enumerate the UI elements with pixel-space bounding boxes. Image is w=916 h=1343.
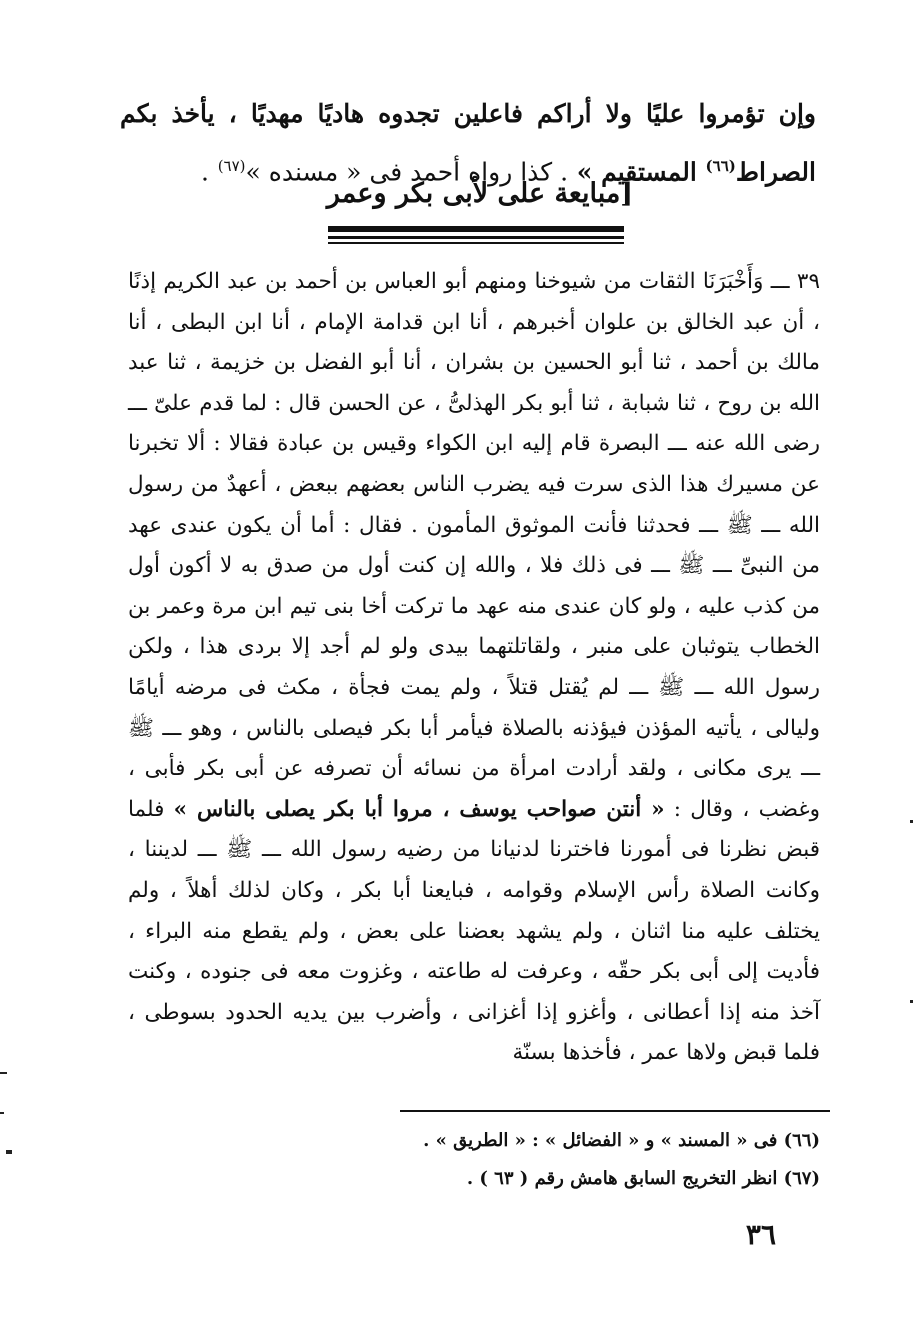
margin-mark (0, 1072, 7, 1074)
footnote-67: (٦٧) انظر التخريج السابق هامش رقم ( ٦٣ ) . (466, 1168, 820, 1189)
section-heading: [مبايعة على لأبى بكر وعمر (326, 178, 634, 209)
margin-mark (910, 1000, 913, 1003)
footnote-ref-66[interactable]: (٦٦) (705, 157, 736, 175)
page-number: ٣٦ (745, 1218, 776, 1251)
hadith-39-continuation: فلما قبض نظرنا فى أمورنا فاخترنا لدنيانا من رضيه رسول الله ـــ ﷺ ـــ لديننا ، وكانت الصلاة رأس الإسلام وقوامه ، فبايعنا أبا بكر ، وكان لذلك أهلاً ، ولم يختلف عليه منا اثنان ، ولم يشهد بعضنا على بعض ، ولم يقطع منه البراء ، فأديت إلى أبى بكر حقّه ، وعرفت له طاعته ، وغزوت معه فى جنوده ، وكنت آخذ منه إذا أعطانى ، وأغزو إذا أغزانى ، وأضرب بين يديه الحدود بسوطى ، فلما قبض ولاها عمر ، فأخذها بسنّة (128, 796, 820, 1066)
hadith-line-2-end: . (201, 157, 209, 187)
hadith-line-2-bold: المستقيم » (576, 157, 697, 187)
margin-mark (6, 1150, 12, 1154)
footnote-66: (٦٦) فى « المسند » و « الفضائل » : « الطريق » . (423, 1130, 820, 1151)
margin-mark (910, 820, 913, 823)
hadith-line-1: وإن تؤمروا عليًا ولا أراكم فاعلين تجدوه هاديًا مهديًا ، يأخذ بكم الصراط (120, 99, 816, 187)
footnotes (300, 1122, 820, 1198)
footnote-ref-67[interactable]: (٦٧) (217, 157, 246, 175)
margin-mark (0, 1112, 4, 1114)
hadith-line-2-source: . كذا رواه أحمد فى « مسنده » (245, 157, 569, 187)
hadith-39-body (128, 262, 820, 1074)
prophet-quote: « أنتن صواحب يوسف ، مروا أبا بكر يصلى بالناس » (173, 796, 665, 822)
heading-double-rule (328, 226, 624, 246)
hadith-39-narration: ٣٩ ـــ وَأَخْبَرَنَا الثقات من شيوخنا ومنهم أبو العباس بن أحمد بن عبد الكريم إذنًا ، أن عبد الخالق بن علوان أخبرهم ، أنا ابن قدامة الإمام ، أنا ابن البطى ، أنا مالك بن أحمد ، ثنا أبو الحسين بن بشران ، أنا أبو الفضل بن خزيمة ، ثنا عبد الله بن روح ، ثنا شبابة ، ثنا أبو بكر الهذلىُّ ، عن الحسن قال : لما قدم علىّ ـــ رضى الله عنه ـــ البصرة قام إليه ابن الكواء وقيس بن عبادة فقالا : ألا تخبرنا عن مسيرك هذا الذى سرت فيه يضرب الناس بعضهم ببعض ، أعهدٌ من رسول الله ـــ ﷺ ـــ فحدثنا فأنت الموثوق المأمون . فقال : أما أن يكون عندى عهد من النبىِّ ـــ ﷺ ـــ فى ذلك فلا ، والله إن كنت أول من صدق به لا أكون أول من كذب عليه ، ولو كان عندى منه عهد ما تركت أخا بنى تيم ابن مرة وعمر بن الخطاب يتوثبان على منبر ، ولقاتلتهما بيدى ولو لم أجد إلا بردى هذا ، ولكن رسول الله ـــ ﷺ ـــ لم يُقتل قتلاً ، ولم يمت فجأة ، مكث فى مرضه أيامًا وليالى ، يأتيه المؤذن فيؤذنه بالصلاة فيأمر أبا بكر فيصلى بالناس ، وهو ـــ ﷺ ـــ يرى مكانى ، ولقد أرادت امرأة من نسائه أن تصرفه عن أبى بكر فأبى ، وغضب ، وقال : (128, 269, 820, 822)
footnote-divider (400, 1110, 830, 1112)
